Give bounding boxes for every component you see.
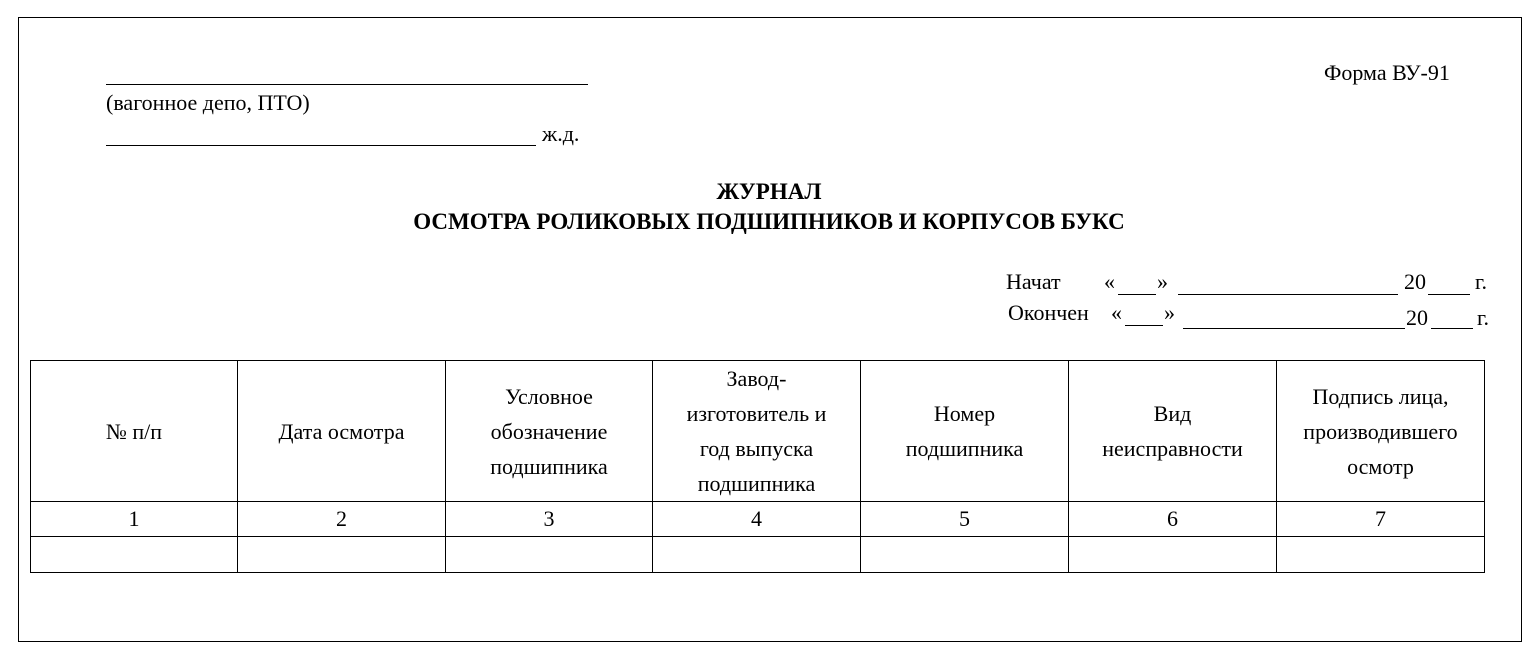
header-cell-bearing-number: Номер подшипника (861, 361, 1069, 502)
entry-cell[interactable] (31, 537, 238, 573)
entry-cell[interactable] (653, 537, 861, 573)
entry-cell[interactable] (1069, 537, 1277, 573)
started-day-line (1118, 294, 1156, 295)
form-code: Форма ВУ-91 (1324, 60, 1450, 85)
column-number: 1 (31, 502, 238, 537)
table-header-row (31, 361, 1485, 502)
column-number-row (31, 502, 1485, 537)
depot-blank-line (106, 84, 588, 85)
journal-title: ЖУРНАЛ (716, 179, 822, 204)
entry-cell[interactable] (446, 537, 653, 573)
column-number: 7 (1277, 502, 1485, 537)
started-year-suffix: г. (1475, 269, 1488, 294)
railway-suffix: ж.д. (542, 121, 580, 146)
header-cell-designation: Условное обозначение подшипника (446, 361, 653, 502)
railway-blank-line (106, 145, 536, 146)
column-number: 6 (1069, 502, 1277, 537)
finished-day-line (1125, 325, 1163, 326)
finished-label: Окончен (1008, 300, 1089, 325)
header-cell-date: Дата осмотра (238, 361, 446, 502)
started-quote-close: » (1157, 269, 1168, 294)
started-year-line (1428, 294, 1470, 295)
finished-quote-close: » (1164, 300, 1175, 325)
column-number: 5 (861, 502, 1069, 537)
header-cell-defect-type: Вид неисправности (1069, 361, 1277, 502)
entry-cell[interactable] (861, 537, 1069, 573)
empty-entry-row (31, 537, 1485, 573)
header-cell-signature: Подпись лица, производившего осмотр (1277, 361, 1485, 502)
finished-quote-open: « (1111, 300, 1122, 325)
started-year-prefix: 20 (1404, 269, 1426, 294)
finished-year-line (1431, 328, 1473, 329)
started-month-line (1178, 294, 1398, 295)
column-number: 2 (238, 502, 446, 537)
depot-caption: (вагонное депо, ПТО) (106, 90, 310, 115)
column-number: 4 (653, 502, 861, 537)
column-number: 3 (446, 502, 653, 537)
entry-cell[interactable] (1277, 537, 1485, 573)
header-cell-manufacturer: Завод- изготовитель и год выпуска подшипника (653, 361, 861, 502)
entry-cell[interactable] (238, 537, 446, 573)
finished-year-suffix: г. (1477, 305, 1490, 330)
finished-month-line (1183, 328, 1405, 329)
started-label: Начат (1006, 269, 1061, 294)
journal-table (30, 360, 1485, 573)
finished-year-prefix: 20 (1406, 305, 1428, 330)
journal-subtitle: ОСМОТРА РОЛИКОВЫХ ПОДШИПНИКОВ И КОРПУСОВ БУКС (413, 209, 1125, 234)
header-cell-number: № п/п (31, 361, 238, 502)
started-quote-open: « (1104, 269, 1115, 294)
